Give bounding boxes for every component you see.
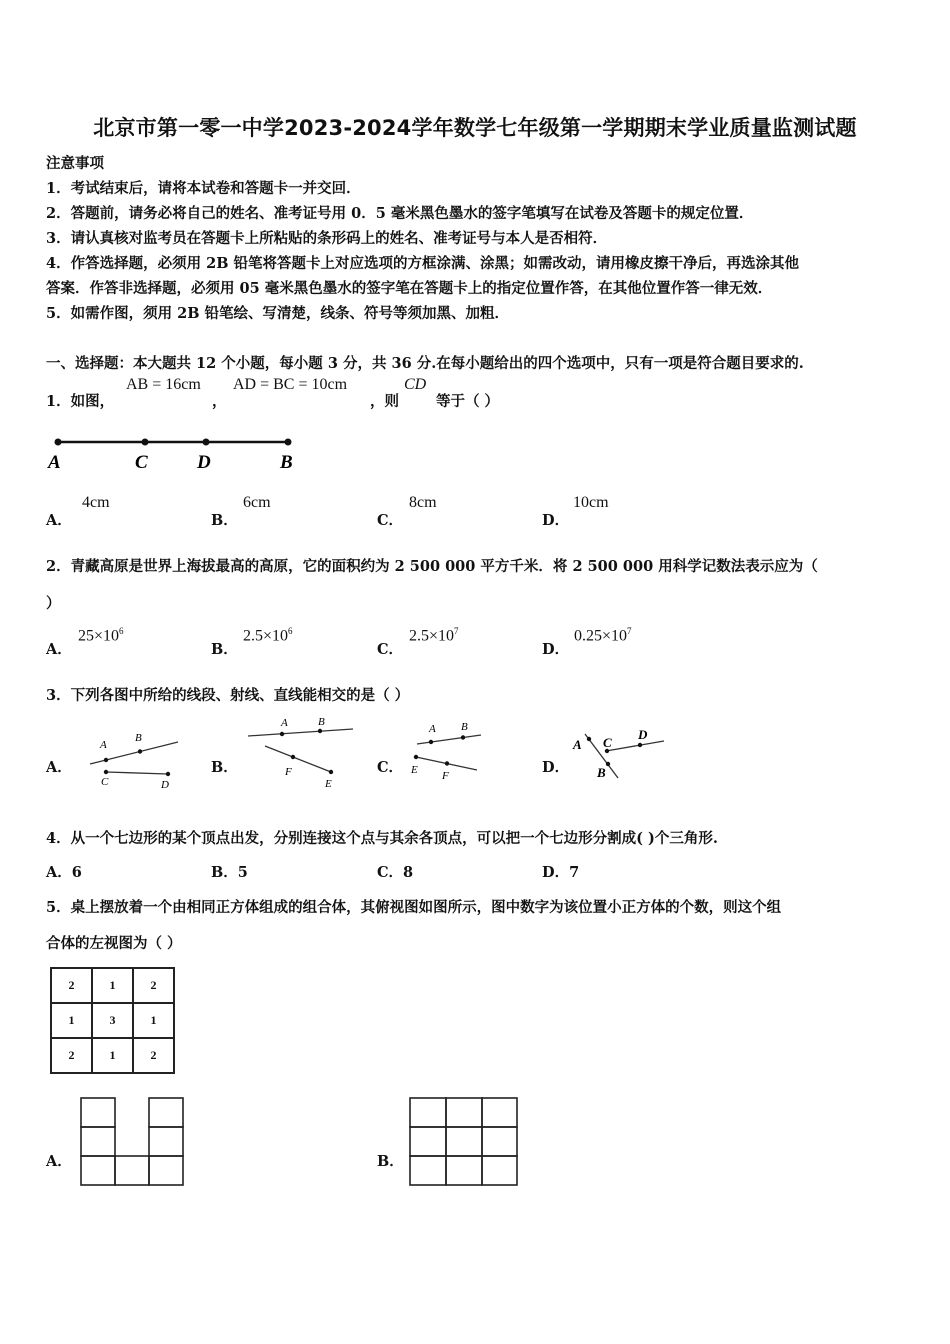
line-ab xyxy=(417,735,481,744)
cube-square xyxy=(149,1156,183,1185)
line-ab xyxy=(248,729,353,736)
label: E xyxy=(411,764,418,776)
q4-option: C．8 xyxy=(377,864,414,881)
ray-fe xyxy=(265,746,331,772)
label: D xyxy=(161,779,169,791)
point xyxy=(318,729,322,733)
grid-cell: 2 xyxy=(133,968,174,1003)
q1-option-value: 8cm xyxy=(409,494,437,511)
label: B xyxy=(461,721,468,733)
label: F xyxy=(285,766,292,778)
q5-option-b-figure xyxy=(408,1096,520,1188)
q1-sep: ， xyxy=(212,393,227,410)
cube-square xyxy=(482,1127,517,1156)
point-a xyxy=(55,439,62,446)
point xyxy=(280,732,284,736)
q1-option-value: 4cm xyxy=(82,494,110,511)
q2-option-label: C． xyxy=(377,641,404,658)
grid-cell: 1 xyxy=(133,1003,174,1038)
q3-option-label: C． xyxy=(377,759,404,776)
q1-option-label: D． xyxy=(542,512,570,529)
grid-cell: 1 xyxy=(92,1038,133,1073)
cube-square xyxy=(446,1127,482,1156)
point xyxy=(638,743,642,747)
q3-figure-c xyxy=(405,720,495,785)
point xyxy=(587,737,591,741)
label: E xyxy=(325,778,332,790)
label: A xyxy=(281,717,288,729)
notice-item: 5．如需作图，须用 2B 铅笔绘、写清楚，线条、符号等须加黑、加粗． xyxy=(46,305,510,322)
q5-option-a-figure xyxy=(79,1096,187,1188)
notice-item: 2．答题前，请务必将自己的姓名、准考证号用 0．5 毫米黑色墨水的签字笔填写在试卷及答题卡的规定位置． xyxy=(46,205,754,222)
label: A xyxy=(100,739,107,751)
cube-square xyxy=(446,1098,482,1127)
q4-text: 4．从一个七边形的某个顶点出发，分别连接这个点与其余各顶点，可以把一个七边形分割成( )个三角形. xyxy=(46,830,718,847)
q3-option-label: A． xyxy=(46,759,72,776)
q1-option-value: 10cm xyxy=(573,494,609,511)
q3-figure-a xyxy=(88,722,188,792)
q2-option-value: $25\times 10^6$ xyxy=(78,626,124,645)
grid-cell: 3 xyxy=(92,1003,133,1038)
point xyxy=(104,758,108,762)
point xyxy=(104,770,108,774)
q4-option: D．7 xyxy=(542,864,580,881)
q1-sep: ，则 xyxy=(370,393,399,410)
cube-square xyxy=(149,1127,183,1156)
q1-option-label: C． xyxy=(377,512,404,529)
notice-item: 4．作答选择题，必须用 2B 铅笔将答题卡上对应选项的方框涂满、涂黑；如需改动，请用橡皮擦干净后，再选涂其他 xyxy=(46,255,800,272)
point xyxy=(445,761,449,765)
q3-figure-d xyxy=(570,722,670,784)
q1-option-label: B． xyxy=(211,512,238,529)
q5-option-label: A． xyxy=(46,1153,72,1170)
cube-square xyxy=(446,1156,482,1185)
cube-square xyxy=(410,1127,446,1156)
cube-square xyxy=(115,1156,149,1185)
label: F xyxy=(442,770,449,782)
point xyxy=(291,755,295,759)
label-d: D xyxy=(197,452,211,473)
point xyxy=(414,755,418,759)
point xyxy=(429,740,433,744)
top-view-grid xyxy=(50,967,175,1074)
point xyxy=(138,749,142,753)
q2-option-label: D． xyxy=(542,641,570,658)
grid-cell: 2 xyxy=(133,1038,174,1073)
q1-option-value: 6cm xyxy=(243,494,271,511)
point-c xyxy=(142,439,149,446)
label-c: C xyxy=(135,452,148,473)
cube-square xyxy=(81,1127,115,1156)
q3-text: 3．下列各图中所给的线段、射线、直线能相交的是（ ） xyxy=(46,687,410,704)
notice-item: 答案．作答非选择题，必须用 05 毫米黑色墨水的签字笔在答题卡上的指定位置作答，在其他位置作答一律无效． xyxy=(46,280,773,297)
label: B xyxy=(135,732,142,744)
q2-option-value: $0.25\times 10^7$ xyxy=(574,626,632,645)
cube-square xyxy=(410,1098,446,1127)
grid-cell: 2 xyxy=(51,968,92,1003)
cube-square xyxy=(81,1156,115,1185)
q2-text: 2．青藏高原是世界上海拔最高的高原，它的面积约为 2 500 000 平方千米．将 2 500 000 用科学记数法表示应为（ xyxy=(46,558,818,575)
grid-cell: 1 xyxy=(92,968,133,1003)
label-a: A xyxy=(48,452,61,473)
q3-option-label: B． xyxy=(211,759,238,776)
q2-option-value: $2.5\times 10^7$ xyxy=(409,626,459,645)
point-b xyxy=(285,439,292,446)
label: B xyxy=(318,716,325,728)
q1-math-cd: CD xyxy=(404,376,427,393)
q2-option-label: A． xyxy=(46,641,72,658)
segment-cd xyxy=(106,772,168,774)
label: B xyxy=(597,765,606,780)
label: C xyxy=(603,735,612,750)
q1-suffix: 等于（ ） xyxy=(436,393,500,410)
page-title: 北京市第一零一中学2023-2024学年数学七年级第一学期期末学业质量监测试题 xyxy=(93,116,857,140)
cube-square xyxy=(149,1098,183,1127)
q1-option-label: A． xyxy=(46,512,72,529)
notice-heading: 注意事项 xyxy=(46,155,104,172)
point-d xyxy=(203,439,210,446)
label: C xyxy=(101,776,109,788)
point xyxy=(166,772,170,776)
q3-option-label: D． xyxy=(542,759,570,776)
q2-option-value: $2.5\times 10^6$ xyxy=(243,626,293,645)
q5-option-label: B． xyxy=(377,1153,404,1170)
label: A xyxy=(429,723,436,735)
point xyxy=(606,762,610,766)
section-heading: 一、选择题：本大题共 12 个小题，每小题 3 分，共 36 分.在每小题给出的四个选项中，只有一项是符合题目要求的. xyxy=(46,355,804,372)
q1-math-ab: AB = 16cm xyxy=(126,376,201,393)
q2-text-cont: ） xyxy=(46,595,61,612)
cube-square xyxy=(410,1156,446,1185)
q4-option: A．6 xyxy=(46,864,82,881)
notice-item: 3．请认真核对监考员在答题卡上所粘贴的条形码上的姓名、准考证号与本人是否相符． xyxy=(46,230,608,247)
notice-item: 1．考试结束后，请将本试卷和答题卡一并交回． xyxy=(46,180,361,197)
grid-cell: 2 xyxy=(51,1038,92,1073)
q5-text: 5．桌上摆放着一个由相同正方体组成的组合体，其俯视图如图所示，图中数字为该位置小正方体的个数，则这个组 xyxy=(46,899,782,916)
cube-square xyxy=(482,1098,517,1127)
label-b: B xyxy=(280,452,293,473)
q1-math-ad: AD = BC = 10cm xyxy=(233,376,348,393)
label: D xyxy=(638,727,648,742)
q2-option-label: B． xyxy=(211,641,238,658)
q3-figure-b xyxy=(245,712,360,792)
q1-segment-figure xyxy=(44,430,304,475)
cube-square xyxy=(81,1098,115,1127)
grid-cell: 1 xyxy=(51,1003,92,1038)
point xyxy=(461,735,465,739)
point xyxy=(329,770,333,774)
ray-cd xyxy=(606,741,664,751)
label: A xyxy=(573,737,582,752)
q1-prefix: 1．如图， xyxy=(46,393,115,410)
cube-square xyxy=(482,1156,517,1185)
q5-text-cont: 合体的左视图为（ ） xyxy=(46,935,182,952)
q4-option: B．5 xyxy=(211,864,248,881)
